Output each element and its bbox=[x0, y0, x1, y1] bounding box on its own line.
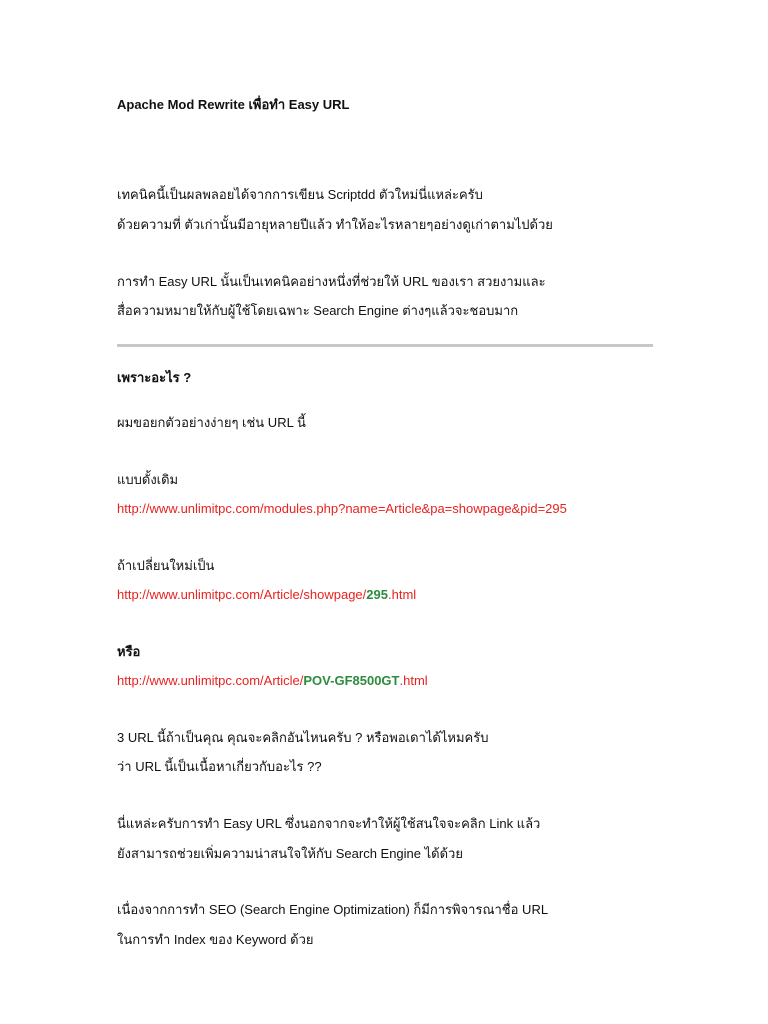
page-title: Apache Mod Rewrite เพื่อทำ Easy URL bbox=[117, 97, 350, 112]
url-product-suffix: .html bbox=[399, 673, 428, 688]
why-heading: เพราะอะไร ? bbox=[117, 370, 192, 385]
url-showpage-highlight: 295 bbox=[366, 587, 388, 602]
url-product-prefix: http://www.unlimitpc.com/Article/ bbox=[117, 673, 304, 688]
easy-url-benefit-line-1: นี่แหล่ะครับการทำ Easy URL ซึ่งนอกจากจะทำให้ผู้ใช้สนใจจะคลิก Link แล้ว bbox=[117, 816, 541, 831]
intro-line-2: ด้วยความที่ ตัวเก่านั้นมีอายุหลายปีแล้ว ทำให้อะไรหลายๆอย่างดูเก่าตามไปด้วย bbox=[117, 217, 553, 232]
url-product-link[interactable] bbox=[117, 672, 428, 690]
original-label: แบบดั้งเดิม bbox=[117, 472, 179, 487]
or-label: หรือ bbox=[117, 644, 141, 659]
seo-line-1: เนื่องจากการทำ SEO (Search Engine Optimization) ก็มีการพิจารณาชื่อ URL bbox=[117, 902, 549, 917]
changed-label: ถ้าเปลี่ยนใหม่เป็น bbox=[117, 558, 215, 573]
easy-url-benefit-line-2: ยังสามารถช่วยเพิ่มความน่าสนใจให้กับ Search Engine ได้ด้วย bbox=[117, 846, 463, 861]
easy-url-line-1: การทำ Easy URL นั้นเป็นเทคนิคอย่างหนึ่งที่ช่วยให้ URL ของเรา สวยงามและ bbox=[117, 274, 546, 289]
url-showpage-link[interactable] bbox=[117, 586, 416, 604]
example-intro: ผมขอยกตัวอย่างง่ายๆ เช่น URL นี้ bbox=[117, 415, 306, 430]
easy-url-line-2: สื่อความหมายให้กับผู้ใช้โดยเฉพาะ Search Engine ต่างๆแล้วจะชอบมาก bbox=[117, 303, 519, 318]
seo-line-2: ในการทำ Index ของ Keyword ด้วย bbox=[117, 932, 314, 947]
intro-line-1: เทคนิคนี้เป็นผลพลอยได้จากการเขียน Scriptdd ตัวใหม่นี่แหล่ะครับ bbox=[117, 187, 483, 202]
url-showpage-prefix: http://www.unlimitpc.com/Article/showpage/ bbox=[117, 587, 367, 602]
url-showpage-suffix: .html bbox=[387, 587, 417, 602]
question-line-2: ว่า URL นี้เป็นเนื้อหาเกี่ยวกับอะไร ?? bbox=[117, 759, 322, 774]
horizontal-divider bbox=[117, 344, 653, 347]
question-line-1: 3 URL นี้ถ้าเป็นคุณ คุณจะคลิกอันไหนครับ ? หรือพอเดาได้ไหมครับ bbox=[117, 730, 489, 745]
url-product-highlight: POV-GF8500GT bbox=[303, 673, 400, 688]
url-original-link[interactable]: http://www.unlimitpc.com/modules.php?name=Article&pa=showpage&pid=295 bbox=[117, 501, 567, 516]
